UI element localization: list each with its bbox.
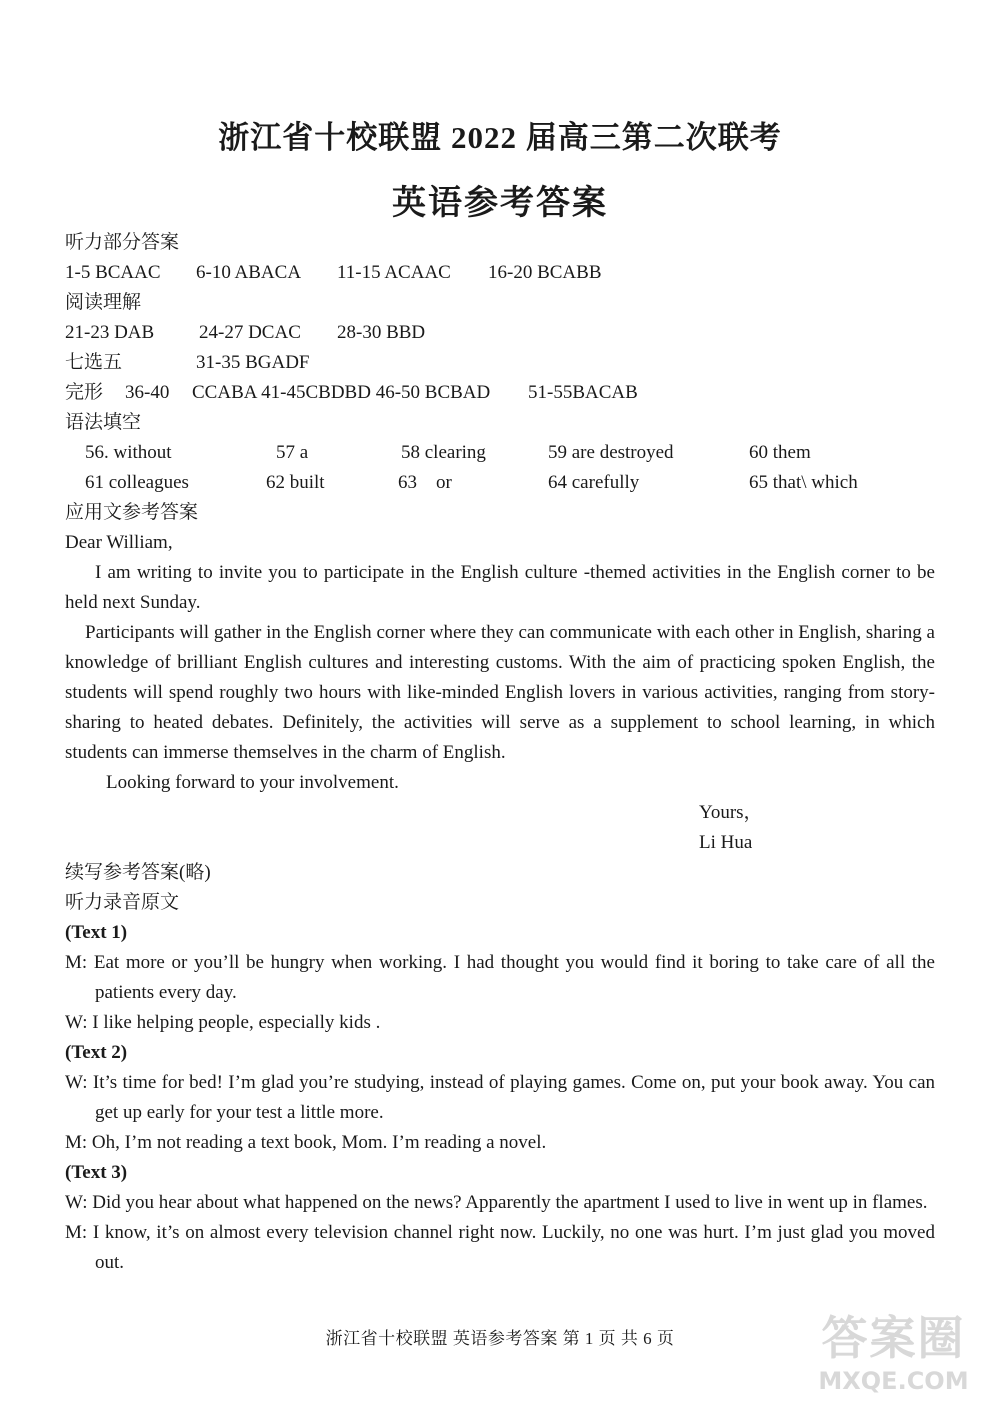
answer-group: 24-27 DCAC — [199, 322, 301, 343]
sample-letter — [65, 528, 935, 858]
transcript-text-2 — [65, 1038, 935, 1158]
reading-answers — [65, 318, 935, 348]
answer-group: 51-55BACAB — [528, 382, 638, 403]
letter-paragraph-1: I am writing to invite you to participate in the English culture -themed activities in the English corner to be held next Sunday. — [65, 562, 935, 613]
grammar-answer: 63 or — [398, 472, 452, 493]
dialogue-line: M: Oh, I’m not reading a text book, Mom. I’m reading a novel. — [65, 1132, 547, 1153]
grammar-answer: 61 colleagues — [85, 472, 189, 493]
text-label: (Text 1) — [65, 922, 128, 943]
grammar-answer: 60 them — [749, 442, 811, 463]
answer-group: 28-30 BBD — [337, 322, 426, 343]
answer-group: 36-40 — [125, 382, 170, 403]
grammar-heading: 语法填空 — [65, 412, 142, 433]
page-footer: 浙江省十校联盟 英语参考答案 第 1 页 共 6 页 — [325, 1329, 675, 1348]
watermark-url: MXQE.COM — [818, 1367, 969, 1395]
exam-title: 浙江省十校联盟 2022 届高三第二次联考 — [218, 120, 782, 155]
grammar-row-2 — [65, 468, 935, 498]
listening-answers — [65, 258, 935, 288]
dialogue-line: M: Eat more or you’ll be hungry when working. I had thought you would find it boring to take care of all the patients every day. — [65, 952, 935, 1003]
section-label: 七选五 — [65, 352, 123, 373]
letter-paragraph-2: Participants will gather in the English corner where they can communicate with each other in English, sharing a knowledge of brilliant English cultures and interesting customs. With the aim of practicing spoken English, the students will spend roughly two hours with like-minded English lovers in various activities, ranging from story-sharing to heated debates. Definitely, the activities will serve as a supplement to school learning, in which students can immerse themselves in the charm of English. — [65, 622, 935, 763]
continuation-heading: 续写参考答案(略) — [65, 862, 211, 883]
answer-group: 6-10 ABACA — [196, 262, 302, 283]
grammar-answer: 65 that\ which — [749, 472, 858, 493]
answer-group: 1-5 BCAAC — [65, 262, 161, 283]
document-body — [65, 228, 935, 1278]
letter-signature: Li Hua — [699, 832, 753, 853]
answer-group: 21-23 DAB — [65, 322, 155, 343]
dialogue-line: M: I know, it’s on almost every television channel right now. Luckily, no one was hurt. I’m just glad you moved out. — [65, 1222, 935, 1273]
letter-closing: Yours， — [699, 802, 763, 823]
letter-salutation: Dear William, — [65, 532, 173, 553]
grammar-answer: 58 clearing — [401, 442, 486, 463]
listening-heading: 听力部分答案 — [65, 232, 180, 253]
grammar-answer: 56. without — [85, 442, 172, 463]
dialogue-line: W: It’s time for bed! I’m glad you’re studying, instead of playing games. Come on, put your book away. You can get up early for your test a little more. — [65, 1072, 935, 1123]
watermark — [801, 1310, 986, 1410]
section-label: 完形 — [65, 382, 104, 403]
letter-paragraph-3: Looking forward to your involvement. — [106, 772, 399, 793]
answer-group: 11-15 ACAAC — [337, 262, 451, 283]
answer-group: 31-35 BGADF — [196, 352, 310, 373]
dialogue-line: W: Did you hear about what happened on the news? Apparently the apartment I used to live in went up in flames. — [65, 1192, 928, 1213]
grammar-answer: 59 are destroyed — [548, 442, 674, 463]
answer-group: CCABA 41-45CBDBD 46-50 BCBAD — [192, 382, 491, 403]
dialogue-line: W: I like helping people, especially kids . — [65, 1012, 381, 1033]
grammar-row-1 — [65, 438, 935, 468]
transcript-heading: 听力录音原文 — [65, 892, 180, 913]
grammar-answer: 62 built — [266, 472, 325, 493]
transcript-text-1 — [65, 918, 935, 1038]
seven-choose-five — [65, 348, 935, 378]
writing-heading: 应用文参考答案 — [65, 502, 199, 523]
watermark-logo-text: 答案圈 — [821, 1311, 966, 1365]
text-label: (Text 2) — [65, 1042, 128, 1063]
cloze-answers — [65, 378, 935, 408]
reading-heading: 阅读理解 — [65, 292, 142, 313]
answer-key-title: 英语参考答案 — [392, 185, 608, 222]
transcript-text-3 — [65, 1158, 935, 1278]
grammar-answer: 57 a — [276, 442, 309, 463]
text-label: (Text 3) — [65, 1162, 128, 1183]
answer-group: 16-20 BCABB — [488, 262, 602, 283]
grammar-answer: 64 carefully — [548, 472, 640, 493]
